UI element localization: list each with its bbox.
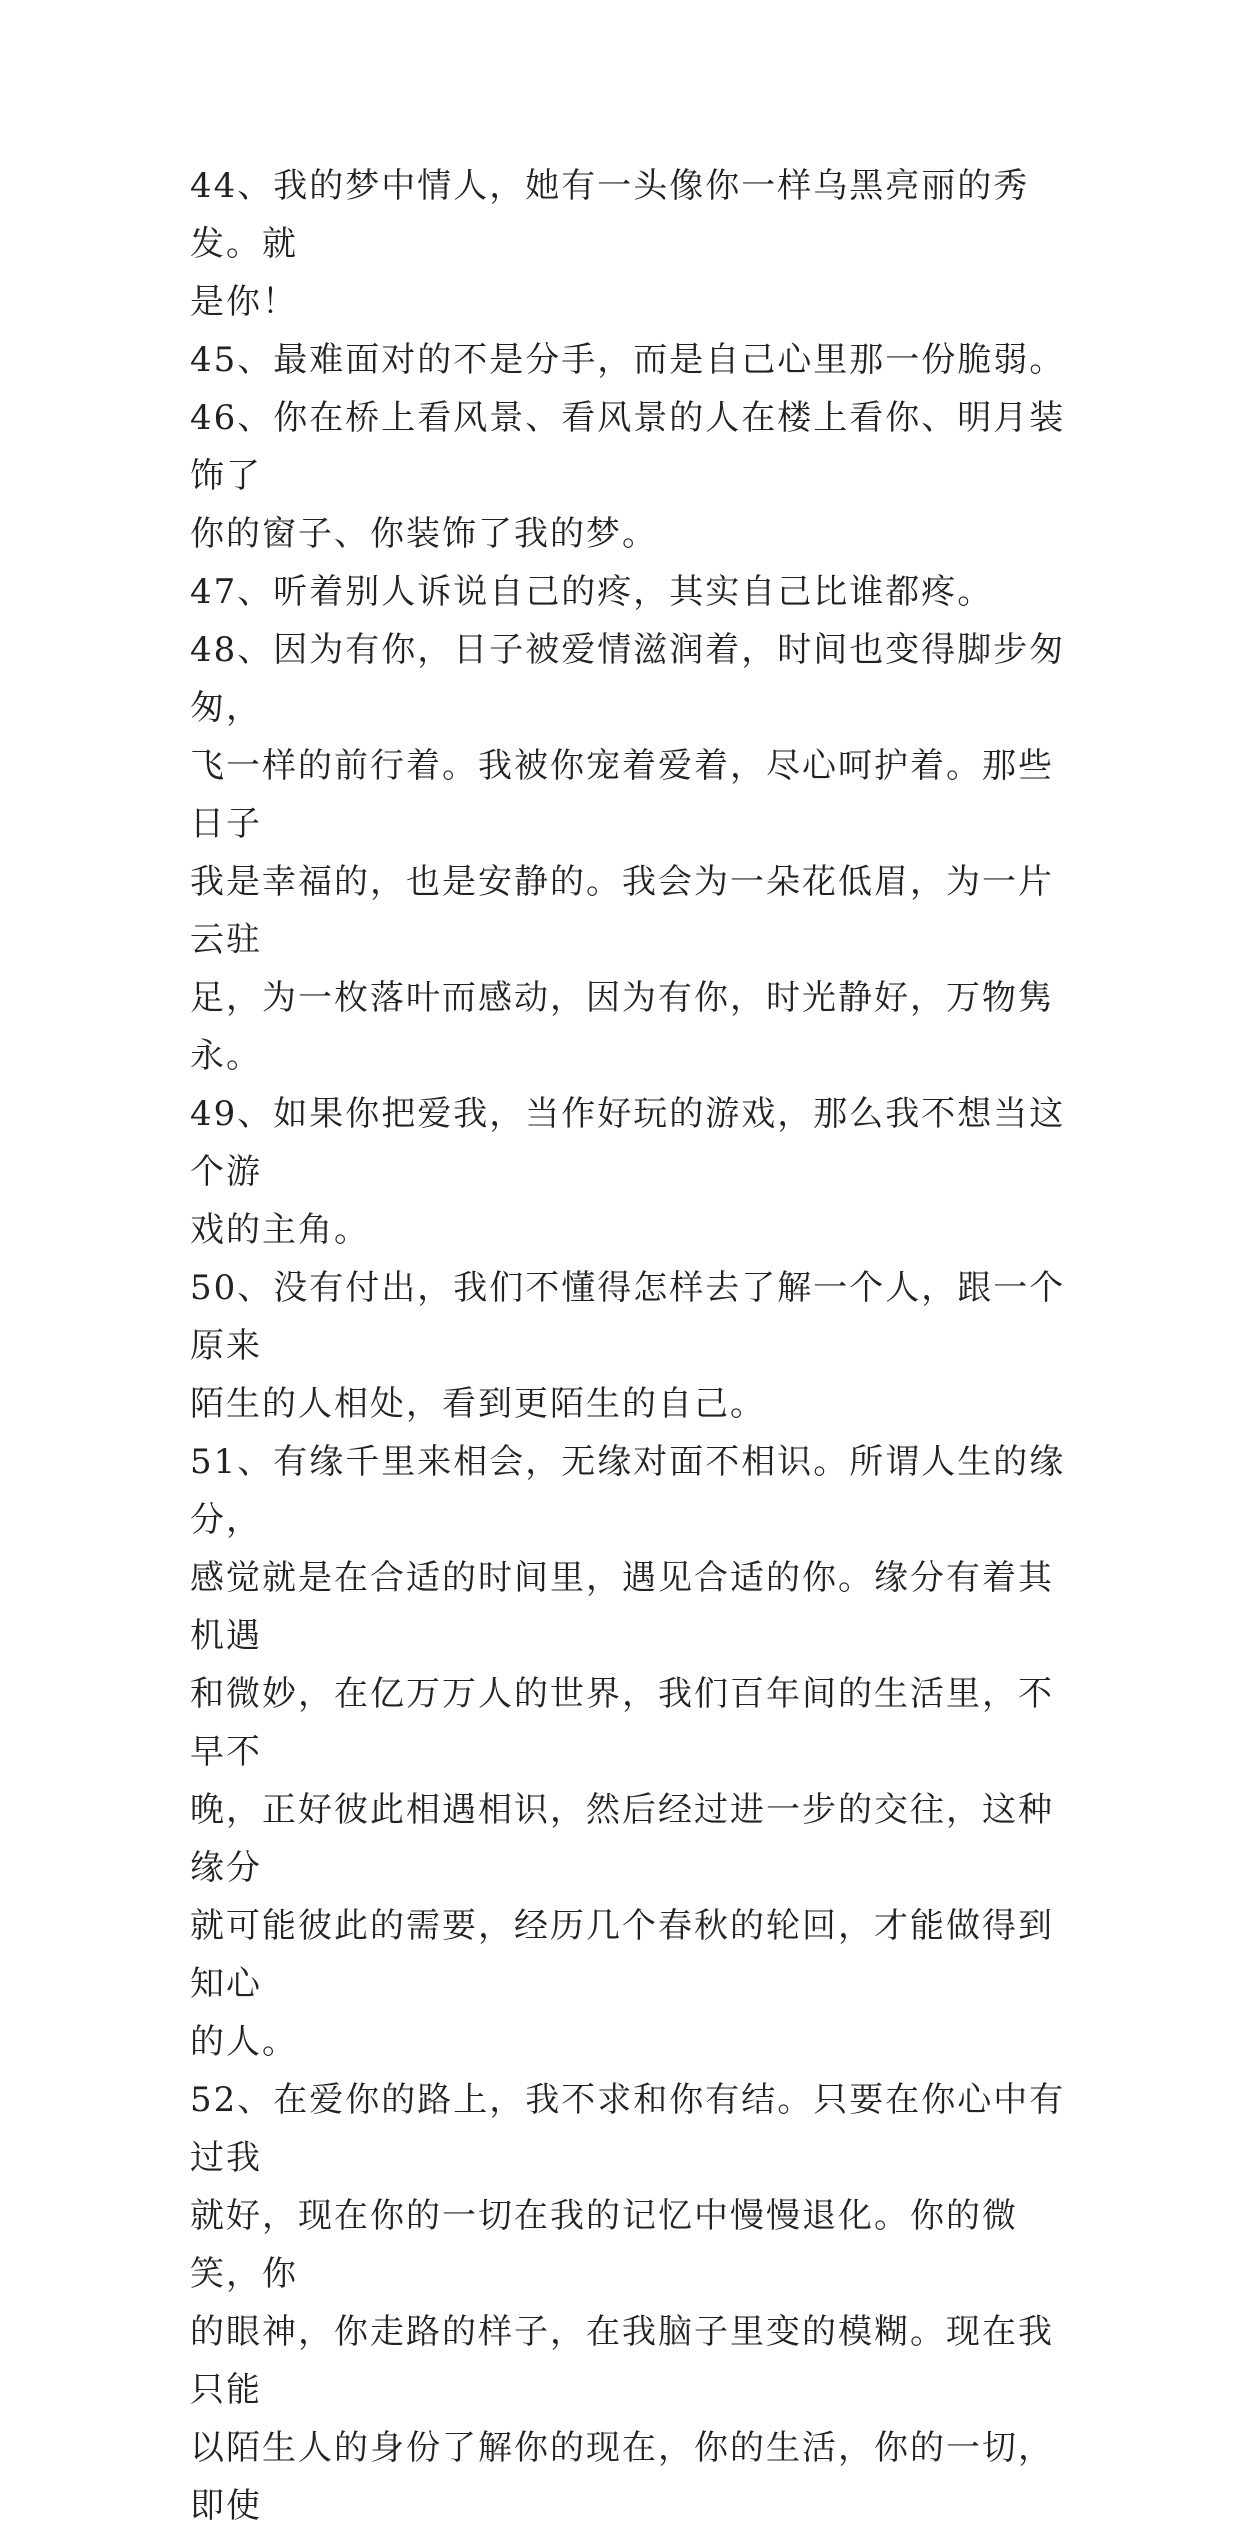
paragraph-45: 45、最难面对的不是分手，而是自己心里那一份脆弱。 bbox=[190, 340, 1066, 380]
paragraph-51: 51、有缘千里来相会，无缘对面不相识。所谓人生的缘分， 感觉就是在合适的时间里，遇见合适的你。缘分有着其机遇 和微妙，在亿万万人的世界，我们百年间的生活里，不早不 晚，正好彼此相遇相识，然后经过进一步的交往，这种缘分 就可能彼此的需要，经历几个春秋的轮回，才能做得到知心 的人。 bbox=[190, 1442, 1066, 2062]
document-body bbox=[190, 157, 1080, 2535]
paragraph-46: 46、你在桥上看风景、看风景的人在楼上看你、明月装饰了 你的窗子、你装饰了我的梦。 bbox=[190, 398, 1066, 554]
paragraph-50: 50、没有付出，我们不懂得怎样去了解一个人，跟一个原来 陌生的人相处，看到更陌生的自己。 bbox=[190, 1268, 1066, 1424]
paragraph-52: 52、在爱你的路上，我不求和你有结。只要在你心中有过我 就好，现在你的一切在我的记忆中慢慢退化。你的微笑，你 的眼神，你走路的样子，在我脑子里变的模糊。现在我只能 以陌生人的身份了解你的现在，你的生活，你的一切，即使 bbox=[190, 2080, 1066, 2526]
paragraph-44: 44、我的梦中情人，她有一头像你一样乌黑亮丽的秀发。就 是你！ bbox=[190, 166, 1030, 322]
paragraph-49: 49、如果你把爱我，当作好玩的游戏，那么我不想当这个游 戏的主角。 bbox=[190, 1094, 1066, 1250]
paragraph-47: 47、听着别人诉说自己的疼，其实自己比谁都疼。 bbox=[190, 572, 994, 612]
paragraph-48: 48、因为有你，日子被爱情滋润着，时间也变得脚步匆匆， 飞一样的前行着。我被你宠着爱着，尽心呵护着。那些日子 我是幸福的，也是安静的。我会为一朵花低眉，为一片云驻 足，为一枚落叶而感动，因为有你，时光静好，万物隽永。 bbox=[190, 630, 1066, 1076]
